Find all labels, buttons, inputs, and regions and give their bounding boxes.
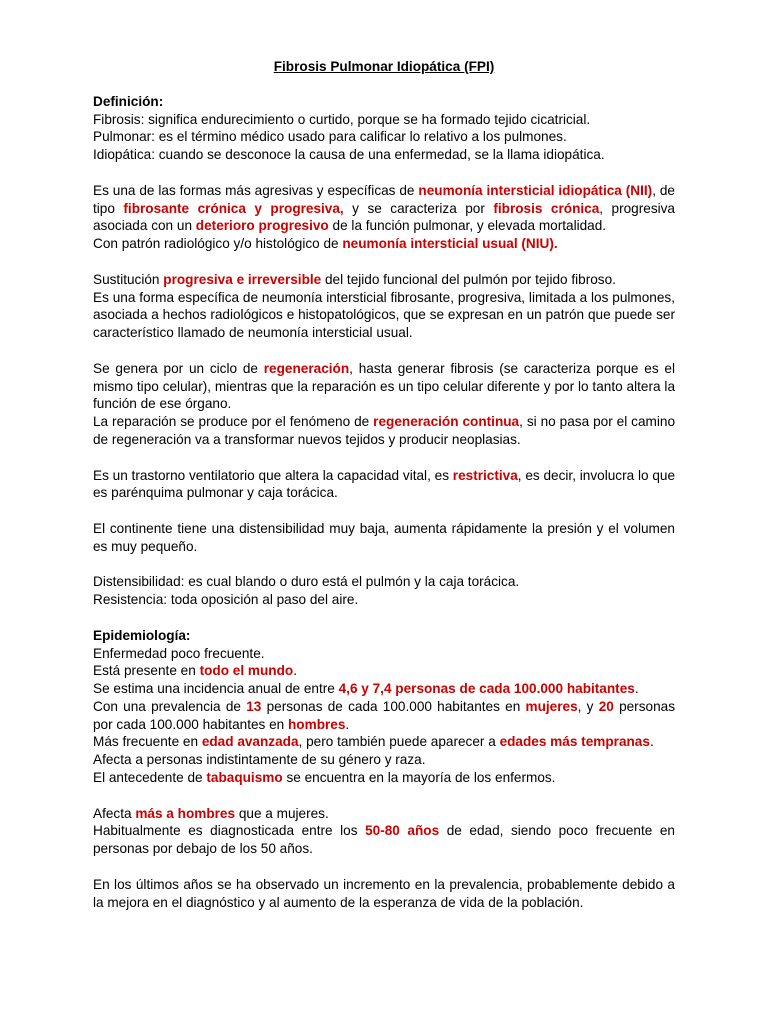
epidemiology-heading: Epidemiología: [93, 627, 191, 643]
paragraph-substitution: Sustitución progresiva e irreversible del tejido funcional del pulmón por tejido fibroso. [93, 271, 616, 287]
paragraph-resistance: Resistencia: toda oposición al paso del aire. [93, 592, 359, 608]
highlight-text: progresiva e irreversible [163, 271, 322, 287]
highlight-text: regeneración continua [373, 414, 520, 430]
highlight-text: hombres [288, 716, 346, 732]
paragraph-continent: El continente tiene una distensibilidad muy baja, aumenta rápidamente la presión y el volumen es muy pequeño. [93, 520, 675, 554]
highlight-text: edades más tempranas [499, 734, 650, 750]
paragraph-description: Es una de las formas más agresivas y específicas de neumonía intersticial idiopática (NII), de tipo fibrosante crónica y progresiva, y se caracteriza por fibrosis crónica, progresiva asociada con un deterioro progresivo de la función pulmonar, y elevada mortalidad. [93, 182, 675, 234]
epidemiology-line: Está presente en todo el mundo. [93, 663, 297, 679]
epidemiology-line: Afecta a personas indistintamente de su género y raza. [93, 752, 426, 768]
document-page [93, 58, 675, 911]
epidemiology-line: Enfermedad poco frecuente. [93, 645, 265, 661]
highlight-text: regeneración [263, 360, 350, 376]
highlight-text: neumonía intersticial idiopática (NII) [418, 182, 653, 198]
highlight-text: 13 [246, 698, 262, 714]
paragraph-repair: La reparación se produce por el fenómeno de regeneración continua, si no pasa por el camino de regeneración va a transformar nuevos tejidos y producir neoplasias. [93, 414, 676, 447]
highlight-text: tabaquismo [206, 770, 283, 786]
paragraph-gender: Afecta más a hombres que a mujeres. [93, 805, 329, 821]
epidemiology-line: Más frecuente en edad avanzada, pero también puede aparecer a edades más tempranas. [93, 734, 654, 750]
highlight-text: 4,6 y 7,4 personas de cada 100.000 habitantes [338, 681, 635, 697]
highlight-text: 20 [598, 698, 614, 714]
epidemiology-line: Con una prevalencia de 13 personas de cada 100.000 habitantes en mujeres, y 20 personas por cada 100.000 habitantes en hombres. [93, 698, 675, 732]
epidemiology-line: El antecedente de tabaquismo se encuentra en la mayoría de los enfermos. [93, 770, 556, 786]
highlight-text: neumonía intersticial usual (NIU). [342, 236, 558, 252]
paragraph-restrictive: Es un trastorno ventilatorio que altera la capacidad vital, es restrictiva, es decir, involucra lo que es parénquima pulmonar y caja torácica. [93, 467, 675, 501]
document-title: Fibrosis Pulmonar Idiopática (FPI) [273, 59, 495, 74]
paragraph-regeneration: Se genera por un ciclo de regeneración, hasta generar fibrosis (se caracteriza porque es el mismo tipo celular), mientras que la reparación es un tipo celular diferente y por lo tanto altera la función de ese órgano. [93, 360, 676, 412]
highlight-text: 50-80 años [365, 823, 440, 839]
highlight-text: mujeres [525, 698, 578, 714]
definition-heading: Definición: [93, 93, 164, 109]
highlight-text: más a hombres [135, 805, 236, 821]
highlight-text: fibrosis crónica [493, 200, 600, 216]
highlight-text: fibrosante crónica y progresiva, [123, 200, 344, 216]
highlight-text: todo el mundo [199, 663, 294, 679]
highlight-text: edad avanzada [201, 734, 299, 750]
paragraph-pattern: Con patrón radiológico y/o histológico de neumonía intersticial usual (NIU). [93, 236, 558, 252]
paragraph-age: Habitualmente es diagnosticada entre los 50-80 años de edad, siendo poco frecuente en personas por debajo de los 50 años. [93, 823, 675, 857]
paragraph-specific-form: Es una forma específica de neumonía intersticial fibrosante, progresiva, limitada a los pulmones, asociada a hechos radiológicos e histopatológicos, que se expresan en un patrón que puede ser característico llamado de neumonía intersticial usual. [93, 289, 675, 341]
definition-idiopatica: Idiopática: cuando se desconoce la causa de una enfermedad, se la llama idiopática. [93, 147, 605, 163]
definition-pulmonar: Pulmonar: es el término médico usado para calificar lo relativo a los pulmones. [93, 129, 567, 145]
highlight-text: deterioro progresivo [195, 218, 329, 234]
epidemiology-section [93, 627, 675, 787]
definition-section [93, 93, 675, 164]
definition-fibrosis: Fibrosis: significa endurecimiento o curtido, porque se ha formado tejido cicatricial. [93, 111, 591, 127]
epidemiology-line: Se estima una incidencia anual de entre 4,6 y 7,4 personas de cada 100.000 habitantes. [93, 681, 639, 697]
highlight-text: restrictiva [452, 467, 518, 483]
paragraph-prevalence-trend: En los últimos años se ha observado un incremento en la prevalencia, probablemente debido a la mejora en el diagnóstico y al aumento de la esperanza de vida de la población. [93, 876, 675, 910]
paragraph-distensibility: Distensibilidad: es cual blando o duro está el pulmón y la caja torácica. [93, 574, 520, 590]
